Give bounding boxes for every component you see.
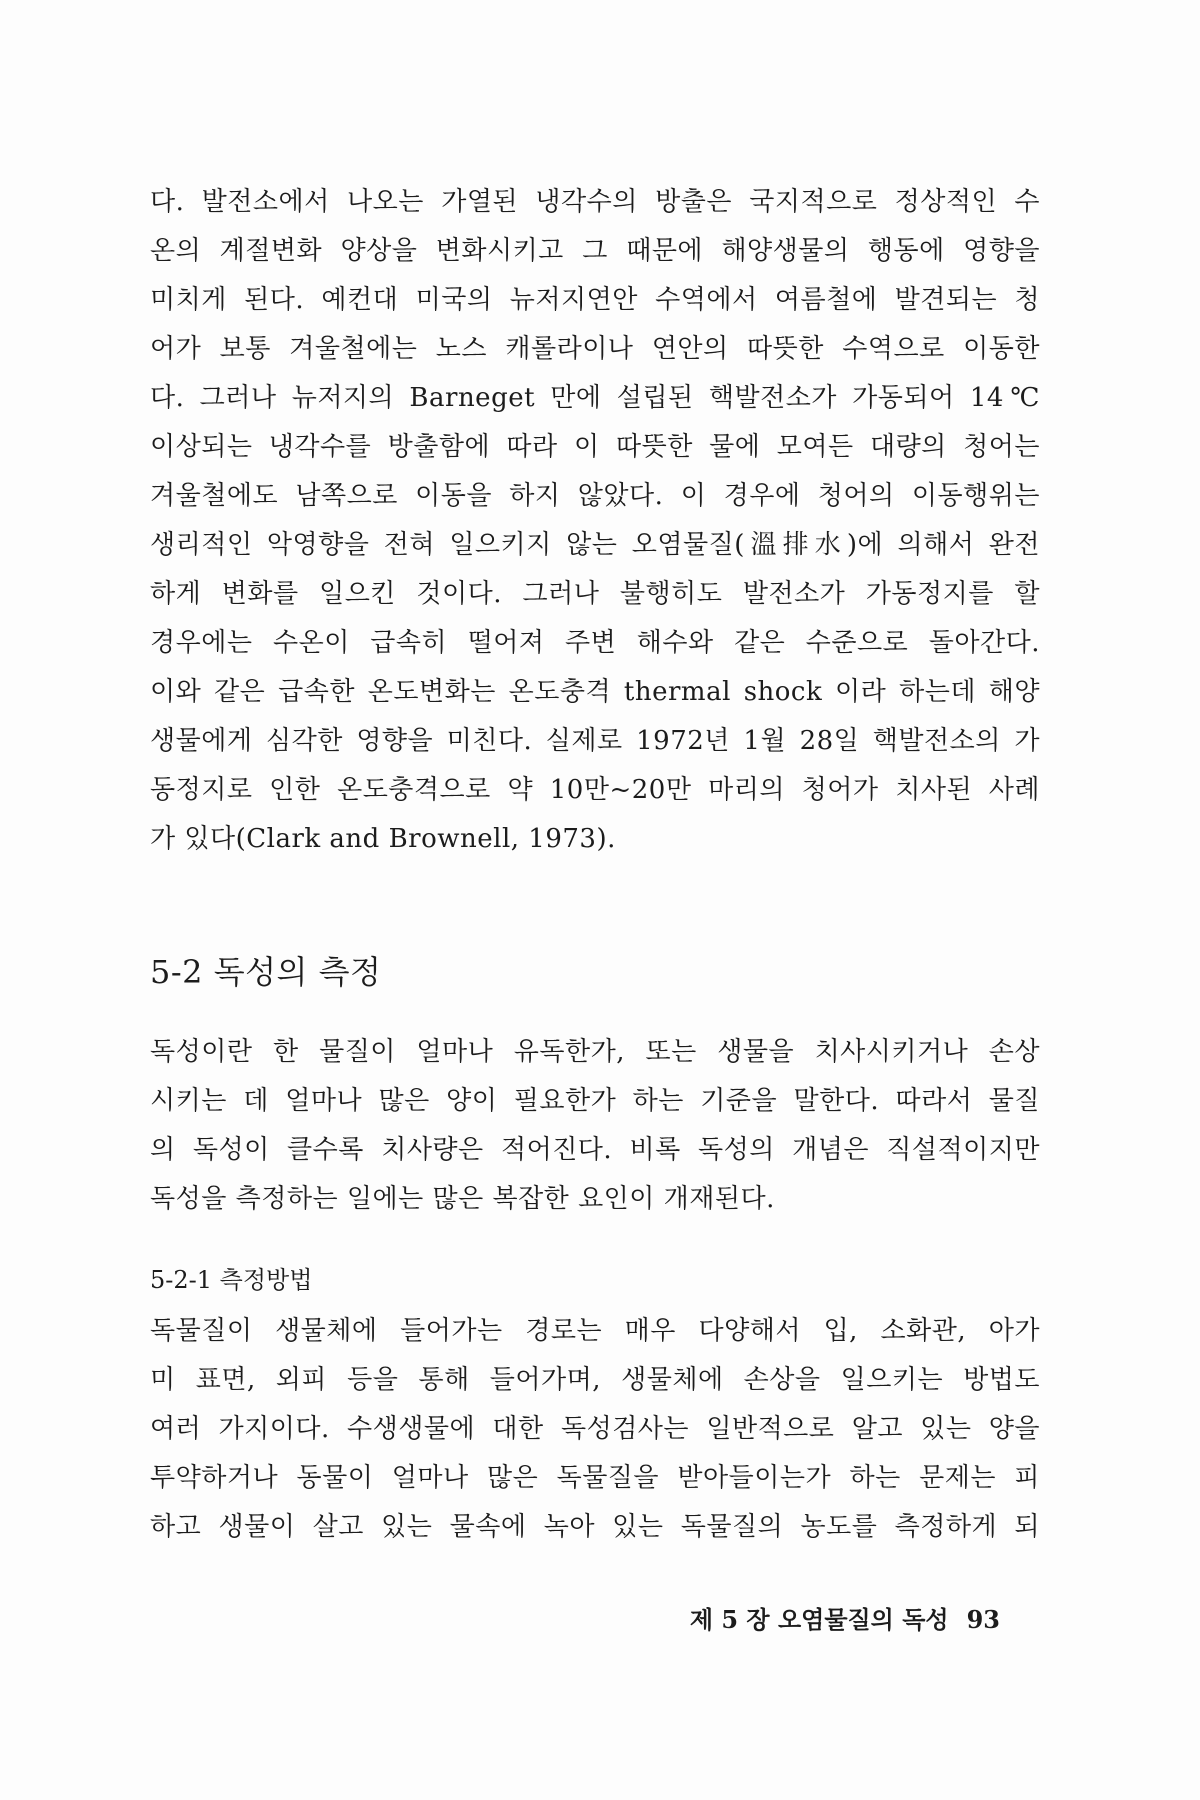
text-line: 어가 보통 겨울철에는 노스 캐롤라이나 연안의 따뜻한 수역으로 이동한 xyxy=(150,334,1040,364)
text-line: 경우에는 수온이 급속히 떨어져 주변 해수와 같은 수준으로 돌아간다. xyxy=(150,628,1040,658)
text-line: 가 있다(Clark and Brownell, 1973). xyxy=(150,824,616,854)
text-line: 온의 계절변화 양상을 변화시키고 그 때문에 해양생물의 행동에 영향을 xyxy=(150,236,1040,266)
text-line: 다. 그러나 뉴저지의 Barneget 만에 설립된 핵발전소가 가동되어 14℃ xyxy=(150,383,1040,413)
chapter-title: 제 5 장 오염물질의 독성 xyxy=(689,1605,949,1634)
body-paragraph-measurement-methods xyxy=(150,1307,1040,1552)
text-line: 동정지로 인한 온도충격으로 약 10만~20만 마리의 청어가 치사된 사례 xyxy=(150,775,1040,805)
text-line: 미 표면, 외피 등을 통해 들어가며, 생물체에 손상을 일으키는 방법도 xyxy=(150,1365,1040,1395)
body-paragraph-toxicity-definition xyxy=(150,1028,1040,1224)
text-line: 독물질이 생물체에 들어가는 경로는 매우 다양해서 입, 소화관, 아가 xyxy=(150,1316,1040,1346)
text-line: 미치게 된다. 예컨대 미국의 뉴저지연안 수역에서 여름철에 발견되는 청 xyxy=(150,285,1040,315)
text-line: 이상되는 냉각수를 방출함에 따라 이 따뜻한 물에 모여든 대량의 청어는 xyxy=(150,432,1040,462)
text-line: 겨울철에도 남쪽으로 이동을 하지 않았다. 이 경우에 청어의 이동행위는 xyxy=(150,481,1040,511)
body-paragraph-thermal-pollution xyxy=(150,178,1040,864)
text-line: 시키는 데 얼마나 많은 양이 필요한가 하는 기준을 말한다. 따라서 물질 xyxy=(150,1086,1040,1116)
text-line: 의 독성이 클수록 치사량은 적어진다. 비록 독성의 개념은 직설적이지만 xyxy=(150,1135,1040,1165)
subsection-heading: 5-2-1 측정방법 xyxy=(150,1266,313,1294)
text-line: 투약하거나 동물이 얼마나 많은 독물질을 받아들이는가 하는 문제는 피 xyxy=(150,1463,1040,1493)
text-line: 이와 같은 급속한 온도변화는 온도충격 thermal shock 이라 하는데 해양 xyxy=(150,677,1040,707)
text-line: 생물에게 심각한 영향을 미친다. 실제로 1972년 1월 28일 핵발전소의 가 xyxy=(150,726,1040,756)
text-line: 하게 변화를 일으킨 것이다. 그러나 불행히도 발전소가 가동정지를 할 xyxy=(150,579,1040,609)
page-number: 93 xyxy=(966,1605,1000,1634)
text-line: 독성이란 한 물질이 얼마나 유독한가, 또는 생물을 치사시키거나 손상 xyxy=(150,1037,1040,1067)
text-line: 하고 생물이 살고 있는 물속에 녹아 있는 독물질의 농도를 측정하게 되 xyxy=(150,1512,1040,1542)
section-heading: 5-2 독성의 측정 xyxy=(150,953,382,991)
text-line: 다. 발전소에서 나오는 가열된 냉각수의 방출은 국지적으로 정상적인 수 xyxy=(150,187,1040,217)
text-line: 생리적인 악영향을 전혀 일으키지 않는 오염물질(溫排水)에 의해서 완전 xyxy=(150,530,1040,560)
text-line: 독성을 측정하는 일에는 많은 복잡한 요인이 개재된다. xyxy=(150,1184,775,1214)
page-footer xyxy=(640,1600,1000,1640)
text-line: 여러 가지이다. 수생생물에 대한 독성검사는 일반적으로 알고 있는 양을 xyxy=(150,1414,1040,1444)
